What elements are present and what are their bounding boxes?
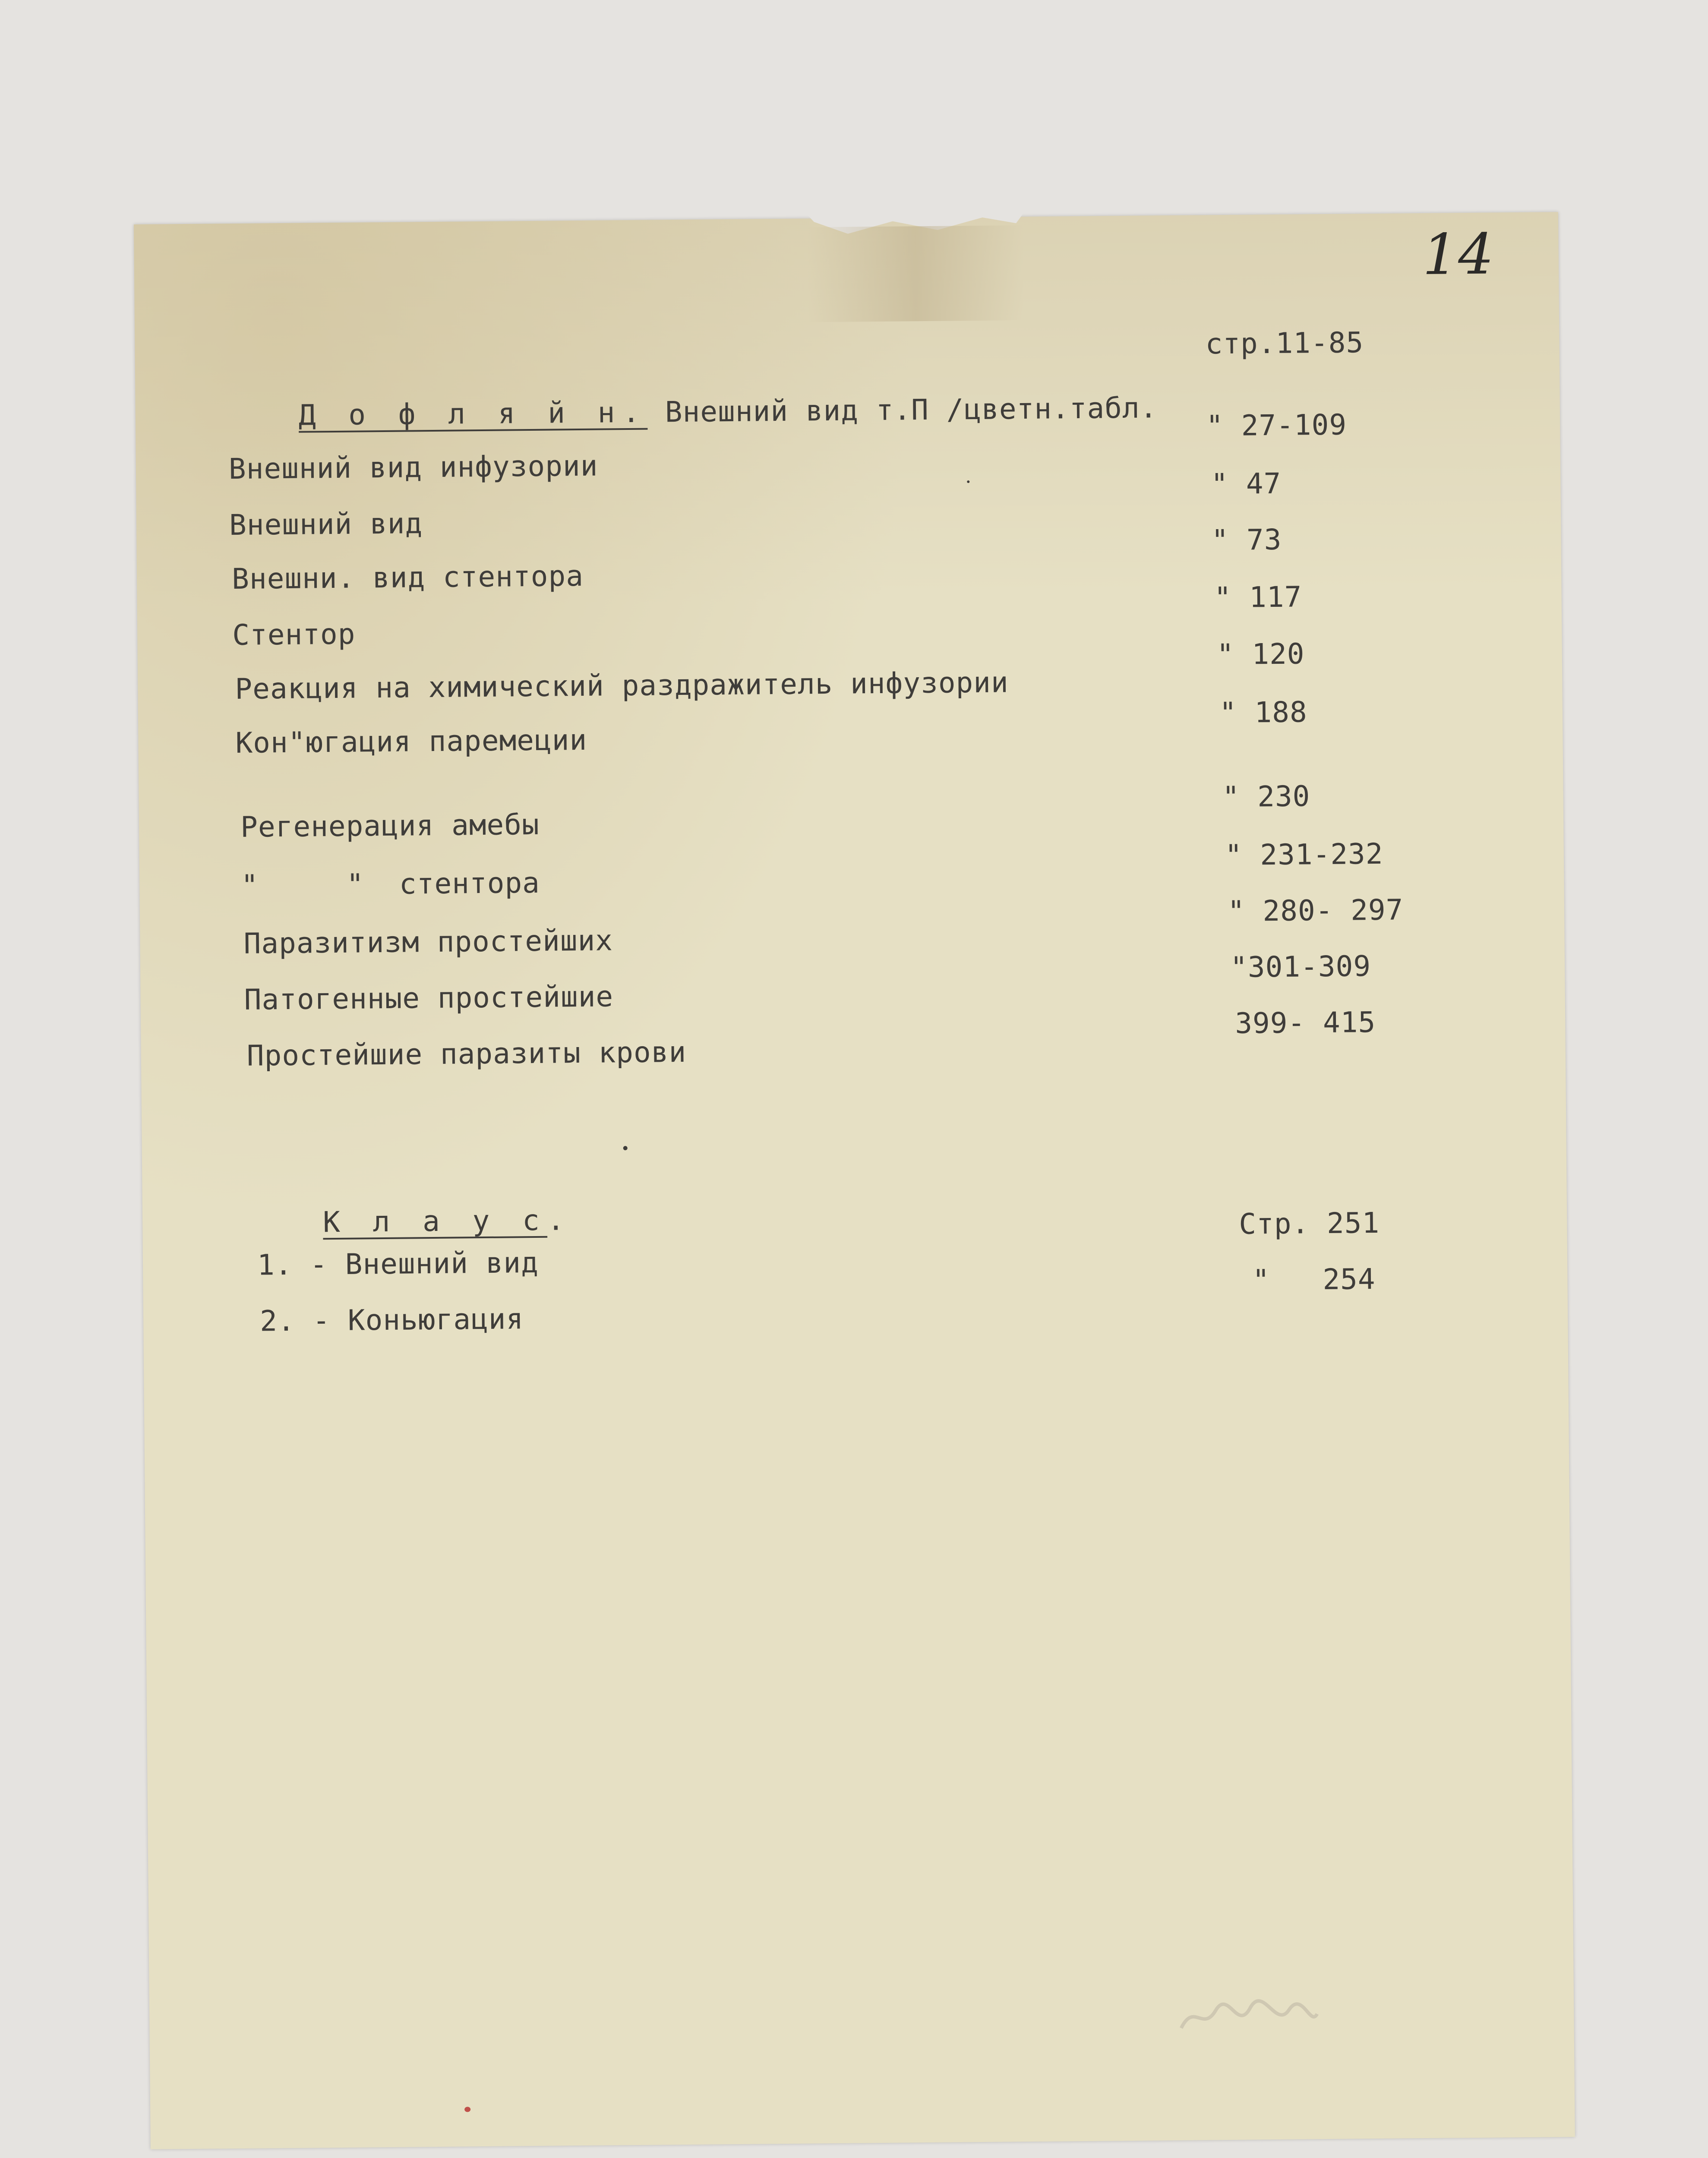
faint-stamp-mark <box>1177 1992 1320 2041</box>
entry-label-9: Паразитизм простейших <box>243 924 613 960</box>
red-ink-speck <box>464 2107 470 2112</box>
entry-label-1: Внешний вид инфузории <box>228 449 598 486</box>
entry-label-6: Кон"югация паремеции <box>235 723 587 760</box>
section1-heading <box>228 358 1158 466</box>
entry-label-10: Патогенные простейшие <box>244 980 614 1016</box>
section2-entry-label-1: 1. - Внешний вид <box>257 1246 539 1282</box>
entry-pages-8: " 231-232 <box>1225 837 1383 872</box>
paper-sheet <box>134 212 1575 2149</box>
entry-pages-6: " 188 <box>1219 695 1307 730</box>
entry-label-2: Внешний вид <box>229 507 423 542</box>
section2-author-suffix: . <box>547 1203 565 1237</box>
entry-label-7: Регенерация амебы <box>240 808 540 844</box>
entry-pages-3: " 73 <box>1211 523 1282 557</box>
entry-pages-10: "301-309 <box>1230 950 1371 984</box>
entry-label-8: " " стентора <box>241 866 540 902</box>
paper-fold-crease <box>807 225 1024 322</box>
section1-heading-pages: стр.11-85 <box>1205 326 1364 361</box>
section2-entry-label-2: 2. - Коньюгация <box>259 1302 524 1338</box>
entry-pages-9: " 280- 297 <box>1227 893 1404 928</box>
ink-speck <box>623 1146 628 1150</box>
entry-pages-11: 399- 415 <box>1234 1005 1376 1040</box>
entry-label-5: Реакция на химический раздражитель инфузории <box>235 666 1009 706</box>
handwritten-page-number: 14 <box>1422 221 1494 287</box>
section1-heading-rest: Внешний вид т.П /цветн.табл. <box>665 391 1158 429</box>
entry-pages-7: " 230 <box>1222 779 1310 814</box>
entry-label-4: Стентор <box>232 617 356 652</box>
entry-pages-5: " 120 <box>1216 637 1305 672</box>
section1-author: Д о ф л я й н. <box>298 395 648 432</box>
section2-author: К л а у с <box>322 1203 548 1239</box>
section2-entry-pages-2: " 254 <box>1252 1262 1376 1297</box>
entry-pages-2: " 47 <box>1211 467 1282 501</box>
entry-label-11: Простейшие паразиты крови <box>246 1035 687 1073</box>
section2-entry-pages-1: Стр. 251 <box>1238 1206 1380 1241</box>
entry-label-3: Внешни. вид стентора <box>231 559 584 596</box>
entry-pages-4: " 117 <box>1214 580 1302 615</box>
entry-pages-1: " 27-109 <box>1206 408 1347 443</box>
ink-speck <box>967 480 969 483</box>
